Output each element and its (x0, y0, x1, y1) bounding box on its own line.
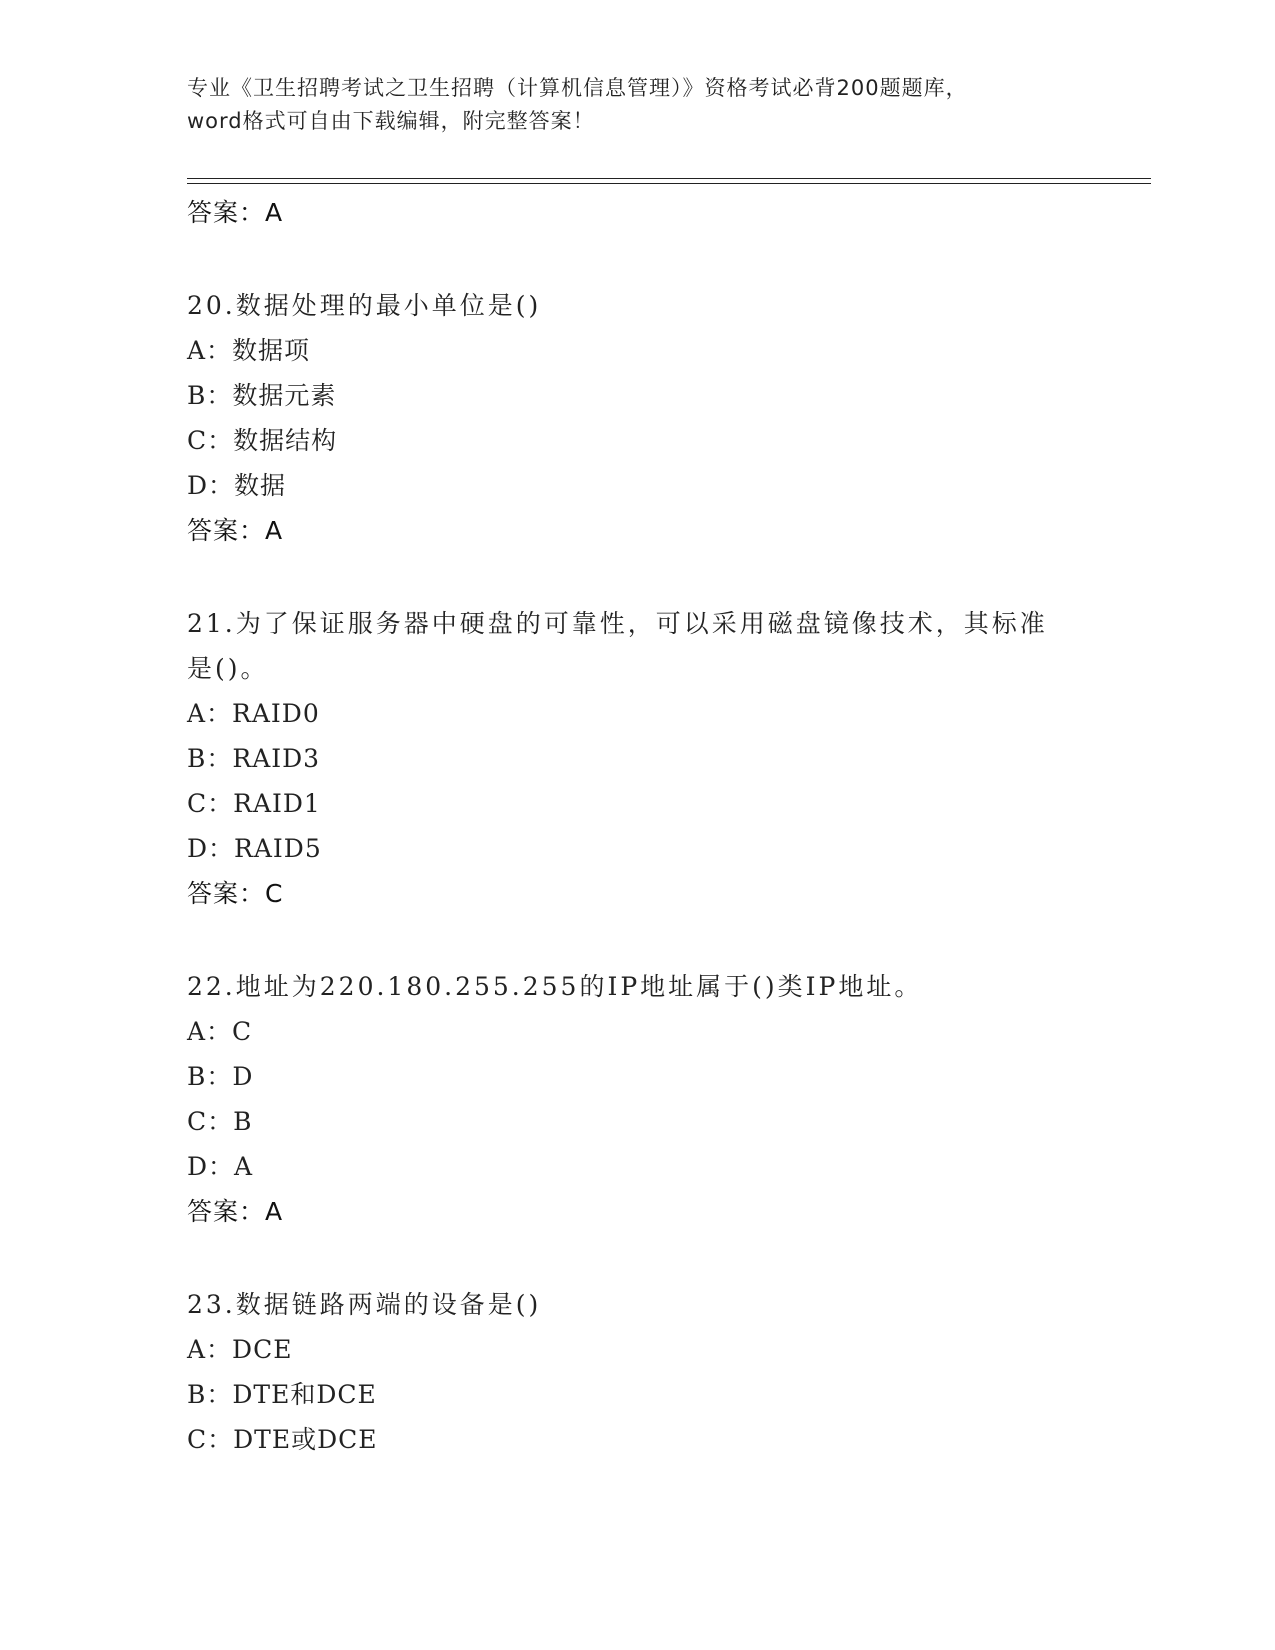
option-b: B：DTE和DCE (187, 1380, 377, 1409)
question-block-21 (187, 601, 1087, 916)
question-text: 23.数据链路两端的设备是() (187, 1290, 542, 1319)
answer-line: 答案：A (187, 516, 284, 545)
option-a: A：C (187, 1017, 253, 1046)
header-divider-top (187, 178, 1151, 179)
question-block-23 (187, 1282, 1087, 1462)
option-c: C：DTE或DCE (187, 1425, 378, 1454)
spacer (187, 553, 1087, 601)
option-a: A：RAID0 (187, 699, 320, 728)
document-header (187, 72, 1087, 138)
option-d: D：A (187, 1152, 254, 1181)
option-b: B：RAID3 (187, 744, 321, 773)
option-a: A：数据项 (187, 336, 311, 365)
question-text: 20.数据处理的最小单位是() (187, 291, 542, 320)
spacer (187, 235, 1087, 283)
option-c: C：RAID1 (187, 789, 321, 818)
question-block-20 (187, 283, 1087, 553)
question-text: 22.地址为220.180.255.255的IP地址属于()类IP地址。 (187, 972, 923, 1001)
answer-line: 答案：A (187, 198, 284, 227)
header-line-1: 专业《卫生招聘考试之卫生招聘（计算机信息管理）》资格考试必背200题题库， (187, 76, 968, 100)
spacer (187, 916, 1087, 964)
question-block-22 (187, 964, 1087, 1234)
answer-line: 答案：C (187, 879, 284, 908)
header-line-2: word格式可自由下载编辑，附完整答案！ (187, 109, 595, 133)
option-b: B：D (187, 1062, 254, 1091)
option-a: A：DCE (187, 1335, 293, 1364)
spacer (187, 1234, 1087, 1282)
option-d: D：数据 (187, 471, 287, 500)
option-b: B：数据元素 (187, 381, 337, 410)
option-d: D：RAID5 (187, 834, 322, 863)
header-divider-bottom (187, 183, 1151, 184)
option-c: C：B (187, 1107, 253, 1136)
answer-line: 答案：A (187, 1197, 284, 1226)
question-text-line-1: 21.为了保证服务器中硬盘的可靠性，可以采用磁盘镜像技术，其标准 (187, 609, 1048, 638)
document-body (187, 190, 1087, 1462)
option-c: C：数据结构 (187, 426, 338, 455)
question-text-line-2: 是()。 (187, 654, 269, 683)
